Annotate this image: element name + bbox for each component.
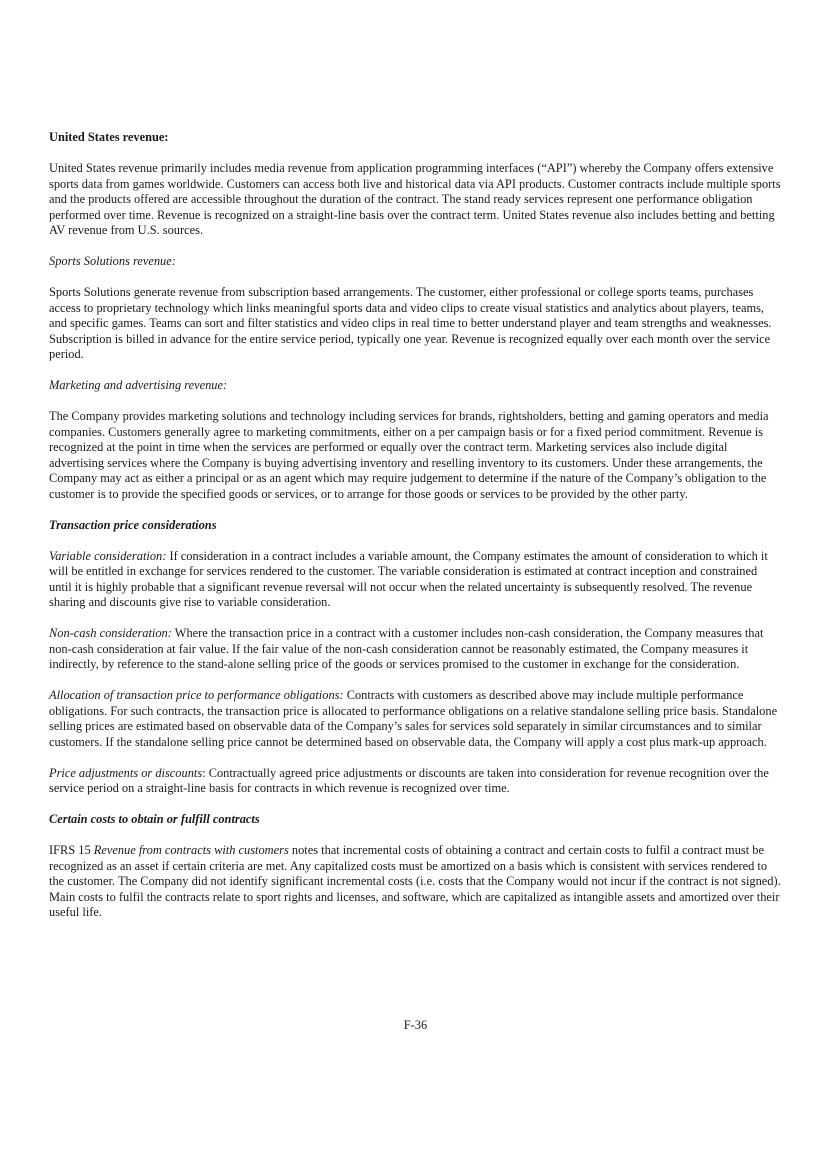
paragraph-non-cash-consideration	[49, 626, 782, 673]
paragraph-text-allocation-transaction-price: Contracts with customers as described above may include multiple performance obligations. For such contracts, the transaction price is allocated to performance obligations on a relative standalone selling price basis. Standalone selling prices are estimated based on observable data of the Company’s sales for services sold separately in similar circumstances and to similar customers. If the standalone selling price cannot be determined based on observable data, the Company will apply a cost plus mark-up approach.	[49, 688, 778, 749]
heading-certain-costs-obtain-fulfill-contracts: Certain costs to obtain or fulfill contracts	[49, 812, 260, 826]
paragraph-marketing-advertising-revenue: The Company provides marketing solutions and technology including services for brands, rightsholders, betting and gaming operators and media companies. Customers generally agree to marketing commitments, either on a per campaign basis or for a fixed period commitment. Revenue is recognized at the point in time when the services are performed or equally over the contract term. Marketing services also include digital advertising services where the Company is buying advertising inventory and reselling inventory to its customers. Under these arrangements, the Company may act as either a principal or as an agent which may require judgement to determine if the nature of the Company’s obligation to the customer is to provide the specified goods or services, or to arrange for those goods or services to be provided by the other party.	[49, 409, 769, 501]
paragraph-sports-solutions-revenue: Sports Solutions generate revenue from subscription based arrangements. The customer, either professional or college sports teams, purchases access to proprietary technology which links meaningful sports data and video clips to create visual statistics and analytics about players, teams, and specific games. Teams can sort and filter statistics and video clips in real time to better understand player and team strengths and weaknesses. Subscription is billed in advance for the entire service period, typically one year. Revenue is recognized equally over each month over the service period.	[49, 285, 772, 361]
page-number: F-36	[403, 1018, 428, 1032]
paragraph-italic-ifrs-15-title: Revenue from contracts with customers	[93, 843, 289, 857]
paragraph-price-adjustments-discounts	[49, 766, 782, 797]
paragraph-lead-non-cash-consideration: Non-cash consideration:	[49, 626, 172, 640]
heading-united-states-revenue: United States revenue:	[49, 130, 169, 144]
paragraph-text-variable-consideration: If consideration in a contract includes a variable amount, the Company estimates the amount of consideration to which it will be entitled in exchange for services rendered to the customer. The variable consideration is estimated at contract inception and constrained until it is highly probable that a significant revenue reversal will not occur when the related uncertainty is subsequently resolved. The revenue sharing and discounts give rise to variable consideration.	[49, 548, 768, 609]
paragraph-united-states-revenue: United States revenue primarily includes media revenue from application programming interfaces (“API”) whereby the Company offers extensive sports data from games worldwide. Customers can access both live and historical data via API products. Customer contracts include multiple sports and the products offered are accessible throughout the duration of the contract. The stand ready services represent one performance obligation performed over time. Revenue is recognized on a straight-line basis over the contract term. United States revenue also includes betting and betting AV revenue from U.S. sources.	[49, 161, 781, 237]
document-content	[49, 130, 782, 936]
heading-marketing-advertising-revenue: Marketing and advertising revenue:	[49, 378, 228, 392]
heading-sports-solutions-revenue: Sports Solutions revenue:	[49, 254, 176, 268]
heading-transaction-price-considerations: Transaction price considerations	[49, 517, 217, 532]
paragraph-pre-ifrs-15: IFRS 15	[49, 843, 94, 857]
paragraph-lead-price-adjustments-discounts: Price adjustments or discounts	[49, 765, 203, 780]
paragraph-lead-allocation-transaction-price: Allocation of transaction price to performance obligations:	[49, 688, 344, 702]
paragraph-variable-consideration	[49, 549, 782, 611]
paragraph-text-ifrs-15: notes that incremental costs of obtaining a contract and certain costs to fulfil a contract must be recognized as an asset if certain criteria are met. Any capitalized costs must be amortized on a basis which is consistent with services rendered to the customer. The Company did not identify significant incremental costs (i.e. costs that the Company would not incur if the contract is not signed). Main costs to fulfil the contracts relate to sport rights and licenses, and software, which are capitalized as intangible assets and amortized over their useful life.	[49, 843, 781, 919]
paragraph-text-price-adjustments-discounts: : Contractually agreed price adjustments or discounts are taken into consideration for revenue recognition over the service period on a straight-line basis for contracts in which revenue is recognized over time.	[49, 765, 769, 795]
paragraph-allocation-transaction-price	[49, 688, 782, 750]
paragraph-lead-variable-consideration: Variable consideration:	[49, 548, 167, 563]
paragraph-ifrs-15-costs	[49, 843, 782, 921]
paragraph-text-non-cash-consideration: Where the transaction price in a contract with a customer includes non-cash consideration, the Company measures that non-cash consideration at fair value. If the fair value of the non-cash consideration cannot be reasonably estimated, the Company measures it indirectly, by reference to the stand-alone selling price of the goods or services promised to the customer in exchange for the consideration.	[49, 626, 764, 671]
